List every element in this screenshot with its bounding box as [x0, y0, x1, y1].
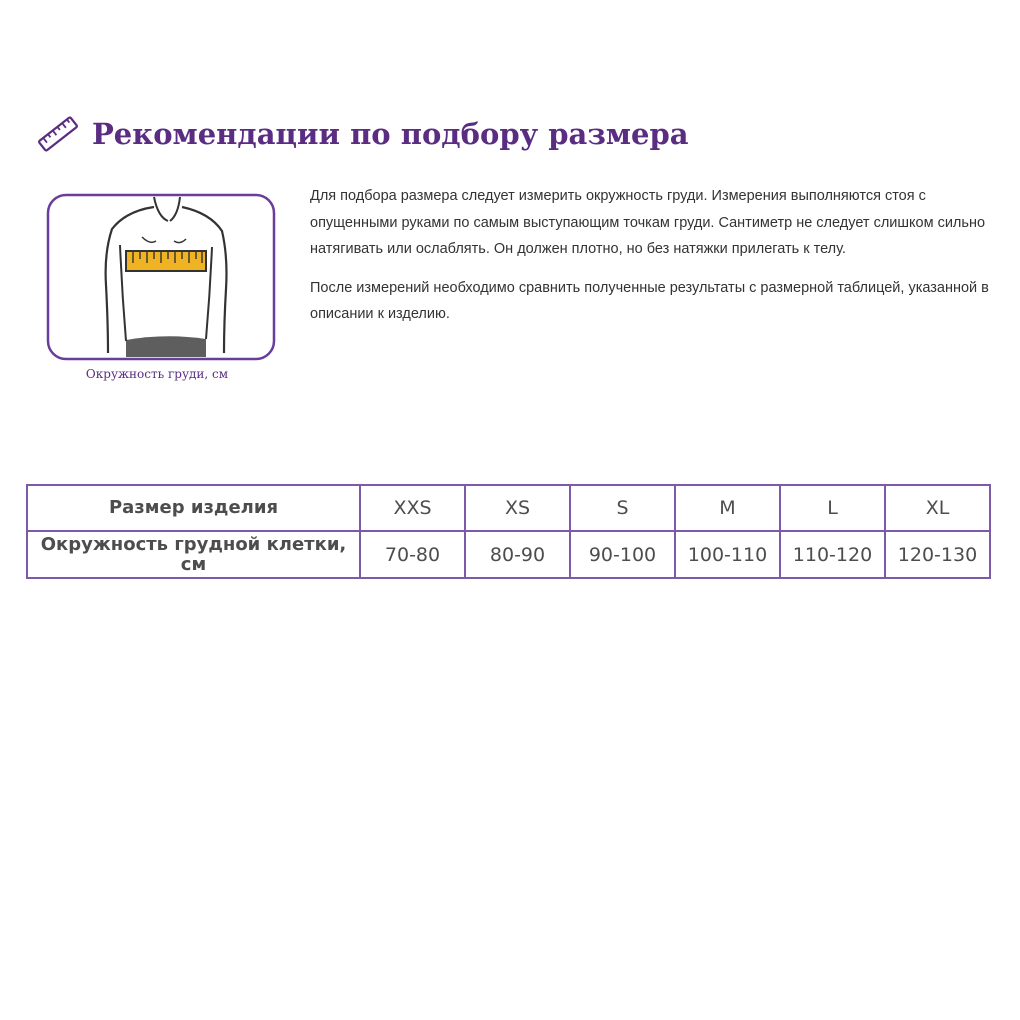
row-header-chest: Окружность грудной клетки, см — [27, 531, 360, 578]
torso-illustration — [46, 193, 276, 361]
figure-caption: Окружность груди, см — [85, 367, 229, 381]
table-row-sizes — [27, 485, 990, 531]
row-header-size: Размер изделия — [27, 485, 360, 531]
chest-cell: 100-110 — [675, 531, 780, 578]
table-row-chest — [27, 531, 990, 578]
size-cell: XS — [465, 485, 570, 531]
size-cell: XXS — [360, 485, 465, 531]
size-cell: M — [675, 485, 780, 531]
title-row — [36, 112, 689, 156]
chest-cell: 70-80 — [360, 531, 465, 578]
chest-cell: 90-100 — [570, 531, 675, 578]
size-table — [26, 484, 991, 579]
chest-cell: 110-120 — [780, 531, 885, 578]
measurement-figure — [46, 193, 276, 381]
ruler-icon — [36, 112, 80, 156]
page-title: Рекомендации по подбору размера — [92, 117, 689, 151]
instructions-text — [310, 183, 995, 340]
size-cell: L — [780, 485, 885, 531]
paragraph: Для подбора размера следует измерить окружность груди. Измерения выполняются стоя с опущенными руками по самым выступающим точкам груди. Сантиметр не следует слишком сильно натягивать или ослаблять. Он должен плотно, но без натяжки прилегать к телу. — [310, 188, 986, 257]
size-cell: S — [570, 485, 675, 531]
chest-cell: 80-90 — [465, 531, 570, 578]
paragraph: После измерений необходимо сравнить полученные результаты с размерной таблицей, указанной в описании к изделию. — [310, 279, 989, 322]
size-cell: XL — [885, 485, 990, 531]
chest-cell: 120-130 — [885, 531, 990, 578]
